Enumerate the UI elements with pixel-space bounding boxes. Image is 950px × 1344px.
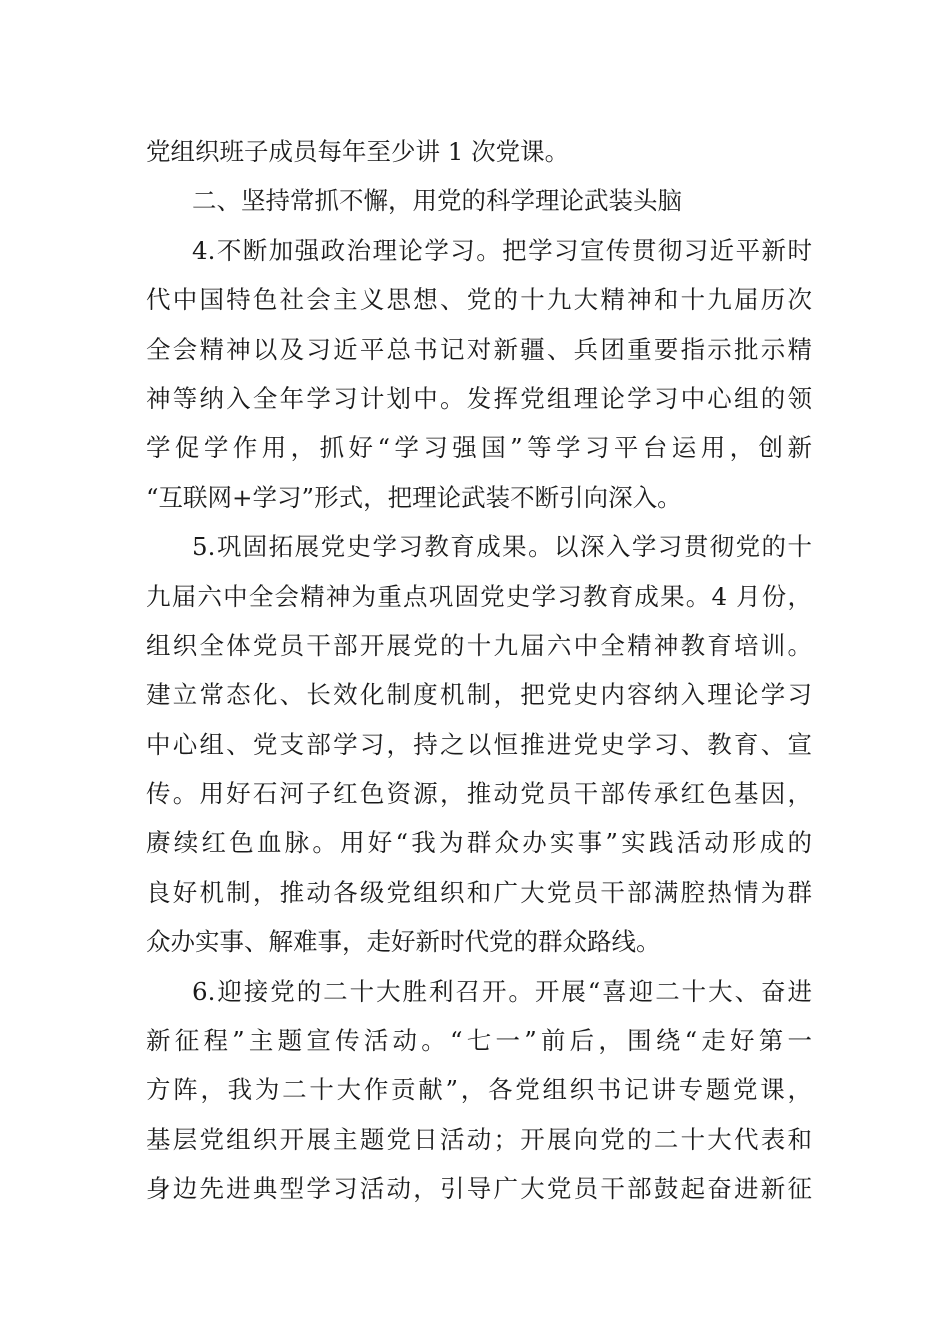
text-line: 组织全体党员干部开展党的十九届六中全精神教育培训。	[146, 630, 812, 660]
paragraph-first-line: 5.巩固拓展党史学习教育成果。以深入学习贯彻党的十	[192, 532, 812, 562]
text-line: 众办实事、解难事，走好新时代党的群众路线。	[146, 927, 661, 957]
text-line: 全会精神以及习近平总书记对新疆、兵团重要指示批示精	[146, 334, 812, 364]
paragraph-first-line: 6.迎接党的二十大胜利召开。开展“喜迎二十大、奋进	[192, 976, 812, 1006]
text-line: 新征程”主题宣传活动。“七一”前后，围绕“走好第一	[146, 1026, 812, 1056]
text-line: 学促学作用，抓好“学习强国”等学习平台运用，创新	[146, 433, 812, 463]
text-line: 建立常态化、长效化制度机制，把党史内容纳入理论学习	[146, 680, 812, 710]
text-line: “互联网+学习”形式，把理论武装不断引向深入。	[146, 482, 682, 512]
paragraph-first-line: 4.不断加强政治理论学习。把学习宣传贯彻习近平新时	[192, 235, 812, 265]
text-line: 神等纳入全年学习计划中。发挥党组理论学习中心组的领	[146, 383, 812, 413]
text-line: 九届六中全会精神为重点巩固党史学习教育成果。4 月份，	[146, 581, 812, 611]
text-line: 赓续红色血脉。用好“我为群众办实事”实践活动形成的	[146, 828, 812, 858]
section-heading: 二、坚持常抓不懈，用党的科学理论武装头脑	[192, 186, 682, 216]
body-text	[146, 127, 812, 1214]
text-line: 代中国特色社会主义思想、党的十九大精神和十九届历次	[146, 285, 812, 315]
text-line: 方阵，我为二十大作贡献”，各党组织书记讲专题党课，	[146, 1075, 812, 1105]
text-line: 良好机制，推动各级党组织和广大党员干部满腔热情为群	[146, 877, 812, 907]
text-line: 党组织班子成员每年至少讲 1 次党课。	[146, 137, 570, 166]
text-line: 基层党组织开展主题党日活动；开展向党的二十大代表和	[146, 1124, 812, 1154]
text-line: 中心组、党支部学习，持之以恒推进党史学习、教育、宣	[146, 729, 812, 759]
text-line: 身边先进典型学习活动，引导广大党员干部鼓起奋进新征	[146, 1174, 812, 1204]
text-line: 传。用好石河子红色资源，推动党员干部传承红色基因，	[146, 779, 812, 809]
